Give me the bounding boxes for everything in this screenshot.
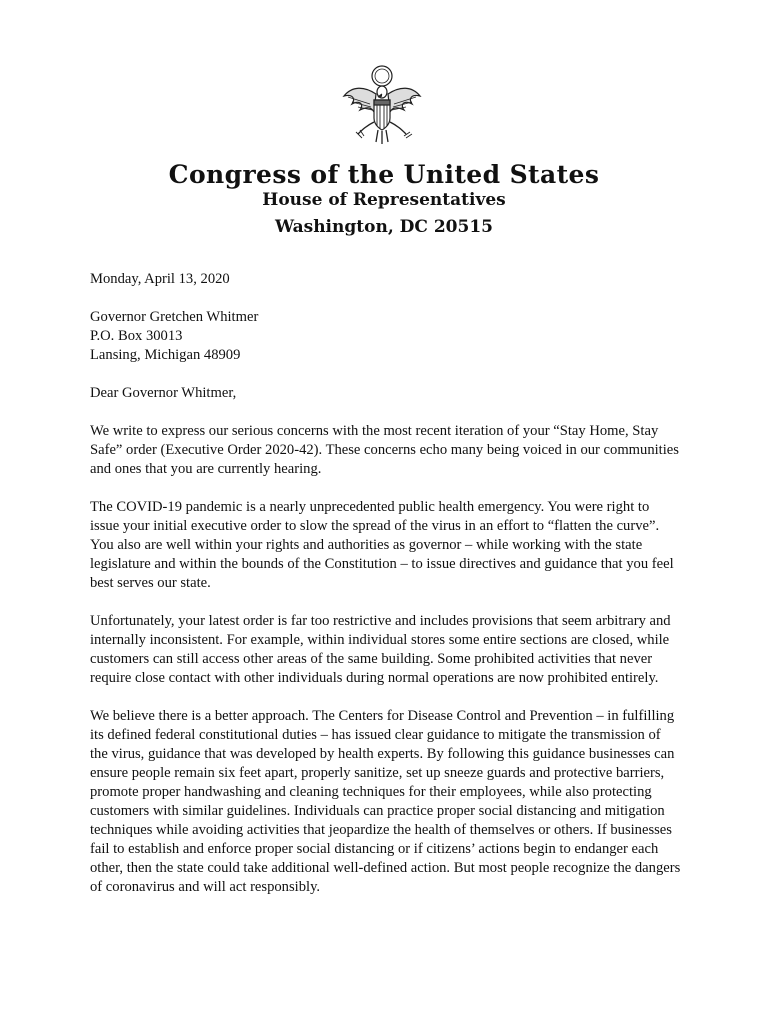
great-seal-eagle-icon [340, 64, 424, 152]
recipient-name: Governor Gretchen Whitmer [90, 309, 259, 325]
salutation: Dear Governor Whitmer, [90, 385, 237, 401]
recipient-address [90, 308, 682, 365]
letterhead-chamber: House of Representatives [262, 190, 506, 210]
recipient-address-line2: Lansing, Michigan 48909 [90, 347, 241, 363]
paragraph-1: We write to express our serious concerns with the most recent iteration of your “Stay Home, Stay Safe” order (Executive Order 2020-42). These concerns echo many being voiced in our communities and ones that you are currently hearing. [90, 423, 679, 477]
paragraph-4: We believe there is a better approach. The Centers for Disease Control and Prevention – in fulfilling its defined federal constitutional duties – has issued clear guidance to mitigate the transmission of the virus, guidance that was developed by health experts. By following this guidance businesses can ensure people remain six feet apart, properly sanitize, set up sneeze guards and protective barriers, promote proper handwashing and cleaning techniques for their employees, while also protecting customers with similar guidelines. Individuals can practice proper social distancing and mitigation techniques while avoiding activities that jeopardize the health of themselves or others. If businesses fail to establish and enforce proper social distancing or if citizens’ actions begin to endanger each other, then the state could take additional well-defined action. But most people recognize the dangers of coronavirus and will act responsibly. [90, 708, 681, 895]
paragraph-3: Unfortunately, your latest order is far too restrictive and includes provisions that seem arbitrary and internally inconsistent. For example, within individual stores some entire sections are closed, while customers can still access other areas of the same building. Some prohibited activities that never require close contact with other individuals during normal operations are now prohibited entirely. [90, 613, 671, 686]
letter-body [90, 270, 682, 916]
recipient-address-line1: P.O. Box 30013 [90, 328, 183, 344]
letterhead-location: Washington, DC 20515 [275, 217, 493, 237]
paragraph-2: The COVID-19 pandemic is a nearly unprecedented public health emergency. You were right to issue your initial executive order to slow the spread of the virus in an effort to “flatten the curve”. You also are well within your rights and authorities as governor – while working with the state legislature and within the bounds of the Constitution – to issue directives and guidance that you feel best serves our state. [90, 499, 674, 591]
letter-date: Monday, April 13, 2020 [90, 271, 230, 287]
letterhead-title: Congress of the United States [168, 160, 600, 189]
